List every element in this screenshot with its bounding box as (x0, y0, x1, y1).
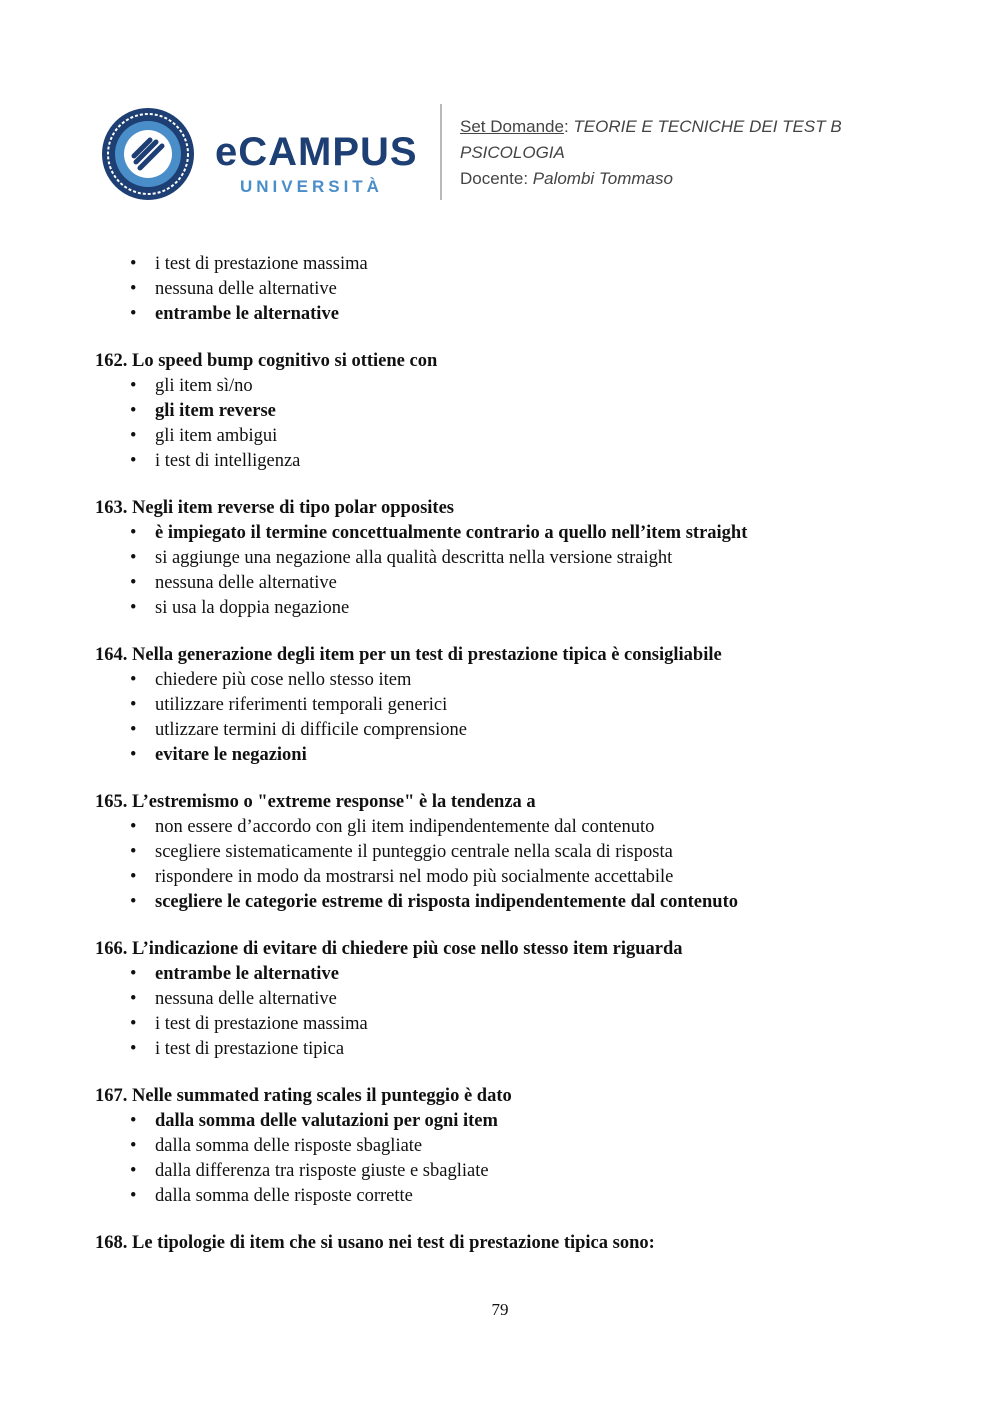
answer-option-correct: • evitare le negazioni (95, 743, 915, 768)
course-info (460, 114, 842, 192)
question-165 (95, 790, 915, 915)
answer-option-correct: • è impiegato il termine concettualmente contrario a quello nell’item straight (95, 521, 915, 546)
answer-list (95, 521, 915, 621)
answer-list (95, 374, 915, 474)
answer-option: • dalla differenza tra risposte giuste e sbagliate (95, 1159, 915, 1184)
question-162 (95, 349, 915, 474)
university-seal-logo (100, 106, 196, 202)
set-line: Set Domande: TEORIE E TECNICHE DEI TEST B (460, 117, 842, 136)
question-title: 164. Nella generazione degli item per un test di prestazione tipica è consigliabile (95, 645, 722, 665)
answer-option: • dalla somma delle risposte sbagliate (95, 1134, 915, 1159)
header-divider (440, 104, 442, 200)
answer-list (95, 815, 915, 915)
set-value: TEORIE E TECNICHE DEI TEST B (573, 117, 842, 136)
answer-option-correct: • entrambe le alternative (95, 302, 915, 327)
answer-option: • i test di prestazione tipica (95, 1037, 915, 1062)
answer-option-correct: • dalla somma delle valutazioni per ogni item (95, 1109, 915, 1134)
answer-option: • gli item sì/no (95, 374, 915, 399)
question-167 (95, 1084, 915, 1209)
questions-content (95, 252, 915, 1256)
set-label: Set Domande (460, 117, 564, 136)
answer-option: • nessuna delle alternative (95, 277, 915, 302)
answer-option: • nessuna delle alternative (95, 571, 915, 596)
answer-list (95, 1109, 915, 1209)
answer-option: • nessuna delle alternative (95, 987, 915, 1012)
question-title: 166. L’indicazione di evitare di chiedere più cose nello stesso item riguarda (95, 939, 683, 959)
logo-wordmark: eCAMPUS (215, 130, 418, 174)
answer-option: • chiedere più cose nello stesso item (95, 668, 915, 693)
question-163 (95, 496, 915, 621)
question-title: 162. Lo speed bump cognitivo si ottiene con (95, 351, 438, 371)
page-number: 79 (491, 1300, 509, 1319)
answer-option-correct: • entrambe le alternative (95, 962, 915, 987)
answer-option: • gli item ambigui (95, 424, 915, 449)
answer-option: • dalla somma delle risposte corrette (95, 1184, 915, 1209)
answer-option: • utilizzare riferimenti temporali generici (95, 693, 915, 718)
answer-option: • rispondere in modo da mostrarsi nel modo più socialmente accettabile (95, 865, 915, 890)
docente-label: Docente: (460, 169, 529, 188)
question-title: 165. L’estremismo o "extreme response" è la tendenza a (95, 792, 536, 812)
answer-option: • i test di prestazione massima (95, 1012, 915, 1037)
question-168 (95, 1231, 915, 1256)
question-title: 168. Le tipologie di item che si usano nei test di prestazione tipica sono: (95, 1233, 655, 1253)
answer-option: • scegliere sistematicamente il punteggio centrale nella scala di risposta (95, 840, 915, 865)
answer-option: • non essere d’accordo con gli item indipendentemente dal contenuto (95, 815, 915, 840)
answer-option: • si aggiunge una negazione alla qualità descritta nella versione straight (95, 546, 915, 571)
question-166 (95, 937, 915, 1062)
document-header (100, 104, 900, 204)
answer-list (95, 962, 915, 1062)
question-title: 167. Nelle summated rating scales il punteggio è dato (95, 1086, 512, 1106)
question-title: 163. Negli item reverse di tipo polar opposites (95, 498, 455, 518)
answer-option: • utlizzare termini di difficile comprensione (95, 718, 915, 743)
docente-value: Palombi Tommaso (532, 169, 673, 188)
continuation-block (95, 252, 915, 327)
answer-list (95, 668, 915, 768)
set-value-line2: PSICOLOGIA (460, 143, 565, 162)
answer-option: • i test di intelligenza (95, 449, 915, 474)
logo-subtitle: UNIVERSITÀ (240, 177, 383, 196)
docente-line (460, 166, 842, 192)
answer-option-correct: • scegliere le categorie estreme di risposta indipendentemente dal contenuto (95, 890, 915, 915)
answer-option-correct: • gli item reverse (95, 399, 915, 424)
answer-option: • i test di prestazione massima (95, 252, 915, 277)
answer-option: • si usa la doppia negazione (95, 596, 915, 621)
continuation-options (95, 252, 915, 327)
question-164 (95, 643, 915, 768)
